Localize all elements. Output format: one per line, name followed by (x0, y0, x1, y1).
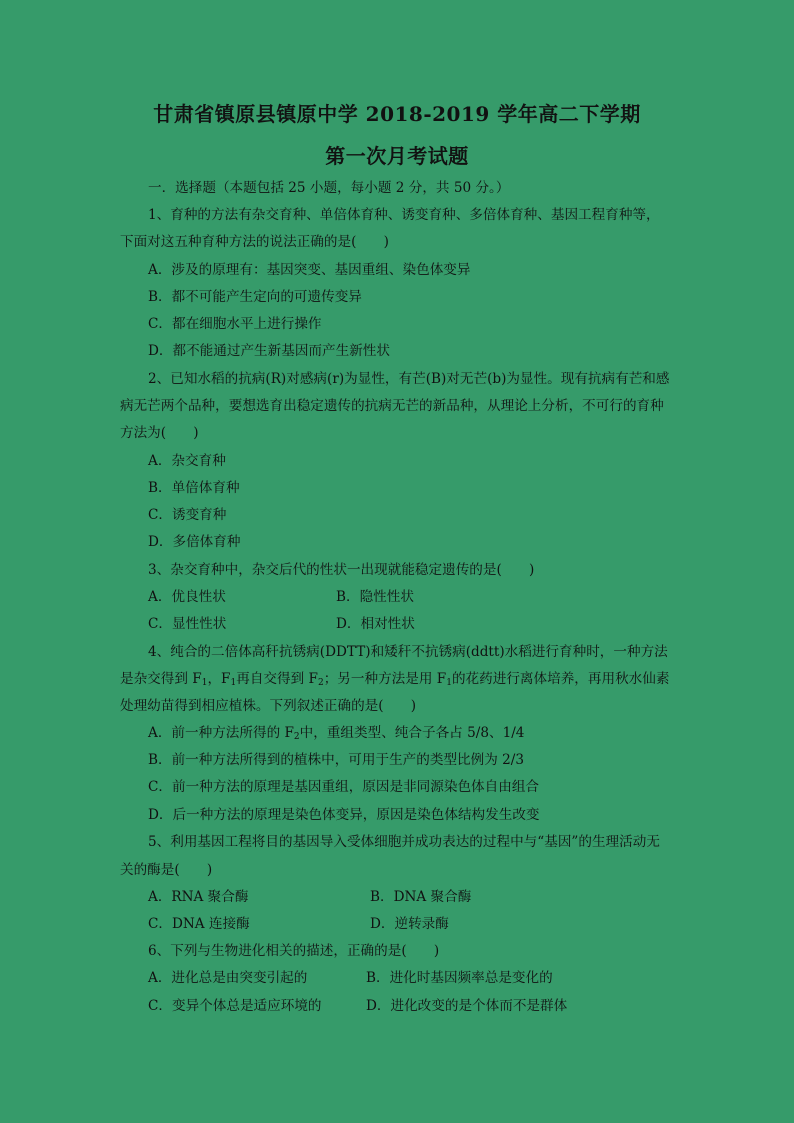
question-4-option-c: C．前一种方法的原理是基因重组，原因是非同源染色体自由组合 (148, 779, 540, 795)
question-5-option-a: A．RNA 聚合酶 (148, 889, 249, 905)
question-6-stem: 6、下列与生物进化相关的描述，正确的是( ) (148, 943, 440, 959)
question-1-option-b: B．都不可能产生定向的可遗传变异 (148, 289, 362, 305)
question-3-option-b: B．隐性性状 (336, 589, 414, 605)
exam-title-line1: 甘肃省镇原县镇原中学 2018-2019 学年高二下学期 (153, 102, 641, 126)
question-5-option-b: B．DNA 聚合酶 (370, 889, 472, 905)
section-heading: 一．选择题（本题包括 25 小题，每小题 2 分，共 50 分。） (148, 180, 510, 196)
question-2-option-b: B．单倍体育种 (148, 480, 240, 496)
question-4-option-a: A．前一种方法所得的 $F_2$中，重组类型、纯合子各占 5/8、1/4 (148, 725, 525, 742)
question-1-option-c: C．都在细胞水平上进行操作 (148, 316, 322, 332)
question-6-option-a: A．进化总是由突变引起的 (148, 970, 308, 986)
question-3-option-a: A．优良性状 (148, 589, 226, 605)
question-4-option-d: D．后一种方法的原理是染色体变异，原因是染色体结构发生改变 (148, 807, 540, 823)
question-2-option-c: C．诱变育种 (148, 507, 227, 523)
question-1-stem-line2: 下面对这五种育种方法的说法正确的是( ) (120, 234, 389, 250)
question-5-stem-line2: 关的酶是( ) (120, 862, 213, 878)
question-4-stem-line2: 是杂交得到 $F_1$，$F_1$再自交得到 $F_2$；另一种方法是用 $F_1$的花药进行离体培养，再用秋水仙素 (120, 671, 670, 688)
question-1-stem-line1: 1、育种的方法有杂交育种、单倍体育种、诱变育种、多倍体育种、基因工程育种等， (148, 207, 660, 223)
question-4-stem-line1: 4、纯合的二倍体高秆抗锈病(DDTT)和矮秆不抗锈病(ddtt)水稻进行育种时，一种方法 (148, 644, 668, 660)
question-4-option-b: B．前一种方法所得到的植株中，可用于生产的类型比例为 2/3 (148, 752, 525, 768)
question-5-stem-line1: 5、利用基因工程将目的基因导入受体细胞并成功表达的过程中与“基因”的生理活动无 (148, 834, 660, 850)
question-3-stem: 3、杂交育种中，杂交后代的性状一出现就能稳定遗传的是( ) (148, 562, 535, 578)
question-5-option-d: D．逆转录酶 (370, 916, 449, 932)
question-6-option-b: B．进化时基因频率总是变化的 (366, 970, 553, 986)
question-2-option-d: D．多倍体育种 (148, 534, 241, 550)
question-5-option-c: C．DNA 连接酶 (148, 916, 250, 932)
question-1-option-d: D．都不能通过产生新基因而产生新性状 (148, 343, 390, 359)
question-4-stem-line3: 处理幼苗得到相应植株。下列叙述正确的是( ) (120, 698, 417, 714)
exam-title-line2: 第一次月考试题 (325, 144, 469, 168)
question-2-stem-line3: 方法为( ) (120, 425, 199, 441)
question-6-option-d: D．进化改变的是个体而不是群体 (366, 998, 568, 1014)
question-2-option-a: A．杂交育种 (148, 453, 226, 469)
question-2-stem-line2: 病无芒两个品种，要想选育出稳定遗传的抗病无芒的新品种，从理论上分析，不可行的育种 (120, 398, 664, 414)
question-6-option-c: C．变异个体总是适应环境的 (148, 998, 322, 1014)
question-2-stem-line1: 2、已知水稻的抗病(R)对感病(r)为显性，有芒(B)对无芒(b)为显性。现有抗病有芒和感 (148, 371, 670, 387)
question-3-option-d: D．相对性状 (336, 616, 415, 632)
question-1-option-a: A．涉及的原理有：基因突变、基因重组、染色体变异 (148, 262, 471, 278)
question-3-option-c: C．显性性状 (148, 616, 227, 632)
